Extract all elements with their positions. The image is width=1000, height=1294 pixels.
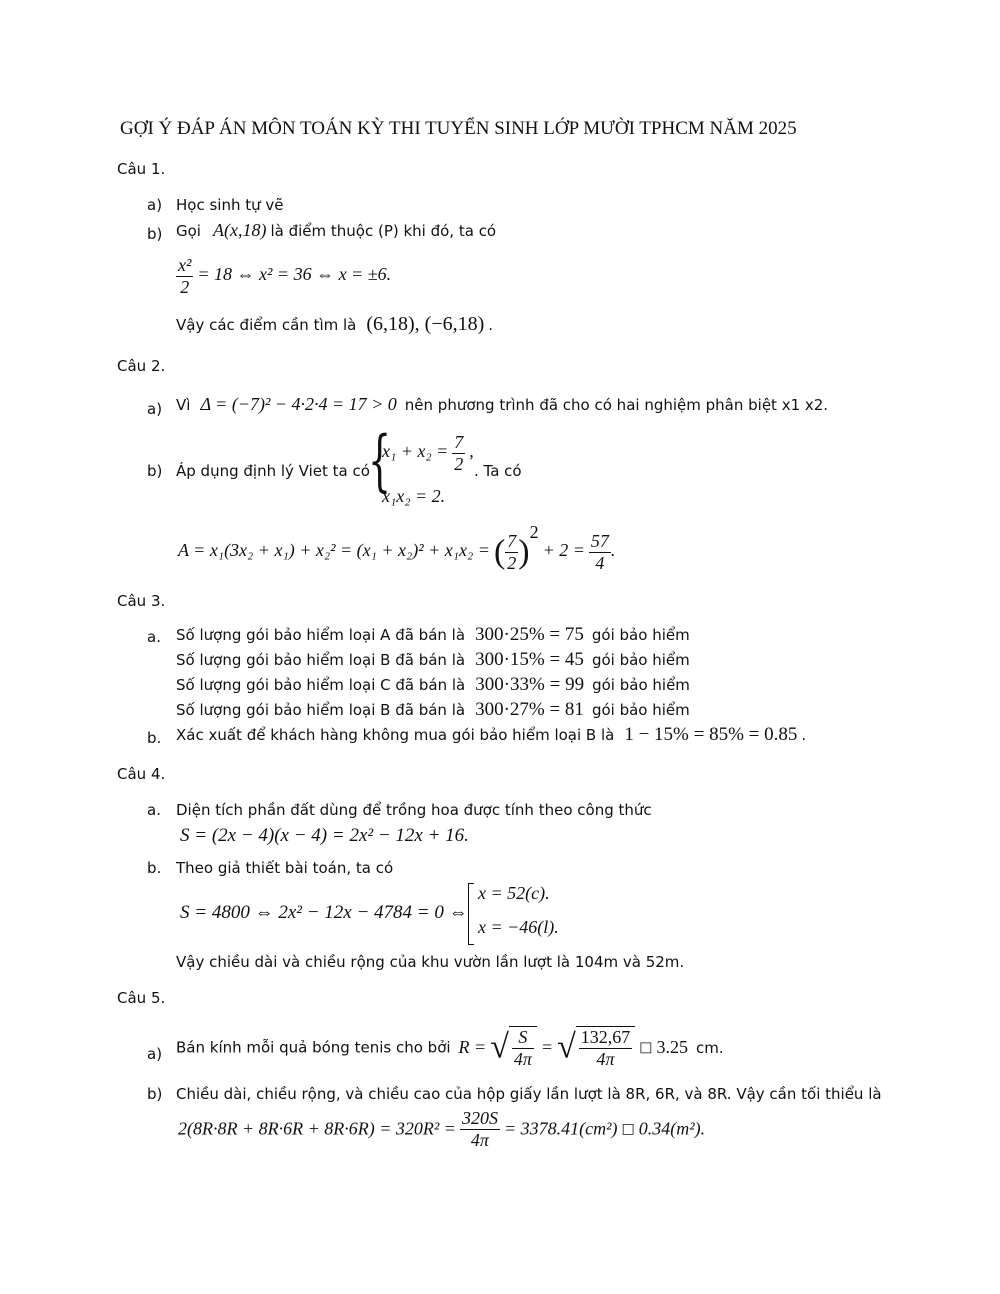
q2-A-square: 2 <box>529 522 539 542</box>
system-brace: { <box>368 422 392 499</box>
q2-A-res-num: 57 <box>590 531 609 552</box>
q3-row-unit: gói bảo hiểm <box>592 676 690 694</box>
q5-b-approx: □ <box>621 1121 635 1138</box>
q3-b-end: . <box>801 726 807 744</box>
q3-b-math: 1 − 15% = 85% = 0.85 <box>624 724 798 745</box>
q2-a-line <box>176 394 828 415</box>
q5-b-equation <box>178 1108 705 1150</box>
q5-a-approx: □ <box>639 1039 653 1056</box>
q5-a-label: a) <box>147 1045 163 1063</box>
q2-A-mid: + 2 = <box>542 540 585 560</box>
q2-a-math: Δ = (−7)² − 4·2·4 = 17 > 0 <box>200 394 397 414</box>
q3-b-line <box>176 724 806 746</box>
q2-A-expr: A = x₁(3x₂ + x₁) + x₂² = (x₁ + x₂)² + x₁x₂ = <box>178 540 490 560</box>
sqrt-sign: √ $\frac{S}{4\pi}$ <box>490 1026 537 1069</box>
q5-a-fraction-2 <box>579 1027 633 1069</box>
q1-conclusion-end: . <box>488 316 494 334</box>
q2-A-result-fraction <box>589 531 611 573</box>
q2-sys1-fraction <box>452 432 465 474</box>
q1-b-line <box>176 220 496 241</box>
q5-a-fraction-1 <box>512 1027 534 1069</box>
q3-row <box>176 649 690 671</box>
q5-a-f2-num: 132,67 <box>580 1027 631 1047</box>
q3-row-unit: gói bảo hiểm <box>591 626 690 644</box>
page-title: GỢI Ý ĐÁP ÁN MÔN TOÁN KỲ THI TUYỂN SINH LỚP MƯỜI TPHCM NĂM 2025 <box>120 118 797 139</box>
case-bracket <box>468 883 474 945</box>
q5-a-R: R = <box>458 1037 487 1058</box>
q3-row-text: Số lượng gói bảo hiểm loại A đã bán là <box>176 626 466 644</box>
q5-b-math-pre: 2(8R·8R + 8R·6R + 8R·6R) = 320R² = <box>178 1118 456 1139</box>
q5-a-pre: Bán kính mỗi quả bóng tenis cho bởi <box>176 1038 451 1057</box>
q2-sys1-post: , <box>469 440 474 461</box>
question-5-heading: Câu 5. <box>117 989 166 1007</box>
q4-conclusion: Vậy chiều dài và chiều rộng của khu vườn lần lượt là 104m và 52m. <box>176 953 685 971</box>
q2-b-label: b) <box>147 462 163 480</box>
q2-A-equation: A = x₁(3x₂ + x₁) + x₂² = (x₁ + x₂)² + x₁x₂ = ( $\frac{7}{2}$ )$^2$ + 2 = $\frac{57}{4}$ . <box>178 522 616 573</box>
q5-a-unit: cm. <box>695 1038 724 1057</box>
q2-system-line-1 <box>382 432 474 474</box>
q5-a-val: 3.25 <box>656 1037 688 1058</box>
q4-case-2: x = −46(l). <box>478 917 559 937</box>
q5-a-f1-num: S <box>512 1027 534 1049</box>
q3-row-math: 300·27% = 81 <box>475 699 584 720</box>
q1-eq-num: x² <box>178 255 192 275</box>
q2-a-label: a) <box>147 400 163 418</box>
q4-a-label: a. <box>147 801 161 819</box>
q5-b-math-end: 0.34(m²). <box>638 1118 706 1139</box>
q1-equation <box>176 255 391 297</box>
q5-a-eq: = <box>540 1037 554 1058</box>
q5-a-f1-den: 4π <box>513 1048 532 1069</box>
q2-A-res-den: 4 <box>595 552 605 573</box>
q2-A-den: 2 <box>507 552 517 573</box>
q2-sys1-den: 2 <box>454 453 464 474</box>
q3-row-unit: gói bảo hiểm <box>591 701 690 719</box>
q5-b-f-den: 4π <box>470 1129 489 1150</box>
q1-eq-den: 2 <box>180 276 190 297</box>
q3-b-label: b. <box>147 729 162 747</box>
q1-b-pre: Gọi <box>176 222 201 240</box>
q1-conclusion-math: (6,18), (−6,18) <box>366 313 485 335</box>
question-4-heading: Câu 4. <box>117 765 166 783</box>
q1-conclusion <box>176 313 493 336</box>
q2-open-paren: ( <box>493 533 506 571</box>
q1-a-text: Học sinh tự vẽ <box>176 196 284 214</box>
q3-row <box>176 699 690 721</box>
q4-b-label: b. <box>147 859 162 877</box>
q2-system-line-2: x₁x₂ = 2. <box>382 486 446 506</box>
q1-b-point: A(x,18) <box>212 220 267 240</box>
sqrt-sign: √ $\frac{132,67}{4\pi}$ <box>557 1026 635 1069</box>
question-2-heading: Câu 2. <box>117 357 166 375</box>
q4-case-1: x = 52(c). <box>478 883 550 903</box>
q3-row <box>176 624 690 646</box>
q3-b-pre: Xác xuất để khách hàng không mua gói bảo hiểm loại B là <box>176 726 615 744</box>
q2-sys1-pre: x₁ + x₂ = <box>382 440 449 461</box>
q1-b-post: là điểm thuộc (P) khi đó, ta có <box>270 222 497 240</box>
q5-b-label: b) <box>147 1085 163 1103</box>
q5-b-text: Chiều dài, chiều rộng, và chiều cao của hộp giấy lần lượt là 8R, 6R, và 8R. Vậy cần tối thiểu là <box>176 1085 882 1103</box>
q3-row-math: 300·15% = 45 <box>475 649 584 670</box>
q2-close-paren: ) <box>518 533 530 571</box>
q2-A-fraction <box>505 531 518 573</box>
q5-b-fraction <box>460 1108 500 1150</box>
q1-a-label: a) <box>147 196 163 214</box>
q1-eq-rest: = 18 ⇔ x² = 36 ⇔ x = ±6. <box>197 263 392 284</box>
q3-row-text: Số lượng gói bảo hiểm loại C đã bán là <box>176 676 466 694</box>
q3-row-text: Số lượng gói bảo hiểm loại B đã bán là <box>176 651 466 669</box>
question-3-heading: Câu 3. <box>117 592 166 610</box>
q1-eq-fraction <box>176 255 193 297</box>
q3-row-unit: gói bảo hiểm <box>591 651 690 669</box>
q3-row-math: 300·33% = 99 <box>475 674 585 695</box>
q4-b-math: S = 4800 ⇔ 2x² − 12x − 4784 = 0 ⇔ <box>180 902 468 923</box>
q1-conclusion-pre: Vậy các điểm cần tìm là <box>176 316 357 334</box>
q3-row-text: Số lượng gói bảo hiểm loại B đã bán là <box>176 701 466 719</box>
q3-a-label: a. <box>147 628 161 646</box>
q2-A-num: 7 <box>507 531 517 552</box>
q2-b-pre: Áp dụng định lý Viet ta có <box>176 462 370 480</box>
q5-a-line <box>176 1026 724 1069</box>
q2-b-post: . Ta có <box>474 462 522 480</box>
q4-b-text: Theo giả thiết bài toán, ta có <box>176 859 394 877</box>
q3-row-math: 300·25% = 75 <box>475 624 584 645</box>
q2-a-pre: Vì <box>176 396 191 414</box>
q3-row <box>176 674 690 696</box>
q2-a-post: nên phương trình đã cho có hai nghiệm phân biệt x1 x2. <box>404 396 829 414</box>
q1-b-label: b) <box>147 225 163 243</box>
q4-a-text: Diện tích phần đất dùng để trồng hoa được tính theo công thức <box>176 801 652 819</box>
q5-a-f2-den: 4π <box>596 1048 615 1069</box>
q4-a-math: S = (2x − 4)(x − 4) = 2x² − 12x + 16. <box>180 825 469 846</box>
question-1-heading: Câu 1. <box>117 160 166 178</box>
q2-sys1-num: 7 <box>454 432 464 452</box>
q5-b-math-post: = 3378.41(cm²) <box>503 1118 618 1139</box>
q5-b-f-num: 320S <box>461 1108 498 1128</box>
